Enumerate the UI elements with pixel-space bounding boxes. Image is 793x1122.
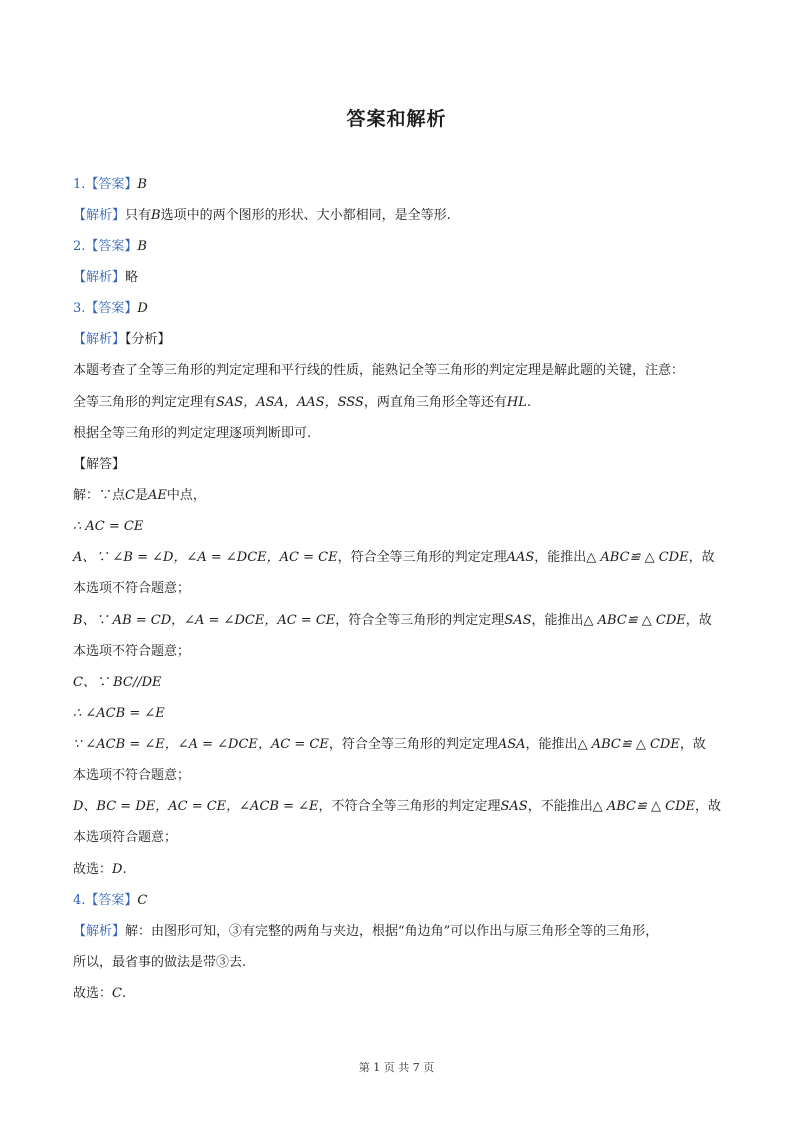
- q3-a-text-2: ，能推出: [534, 550, 587, 565]
- q4-answer-line: [73, 892, 733, 910]
- q3-option-c-line-1: C、∵ BC//DE: [73, 675, 162, 690]
- q3-d-congruence: △ ABC≌ △ CDE: [592, 799, 695, 814]
- q3-option-c-line-3: [73, 736, 733, 754]
- q3-c-text-3: ，故: [679, 737, 706, 752]
- q4-selection-text: 故选：: [73, 986, 113, 1001]
- q3-b-text: ，符合全等三角形的判定定理: [335, 613, 505, 628]
- q1-answer-line: [73, 176, 733, 194]
- q3-selection-answer: D: [112, 862, 123, 877]
- q3-a-text-3: ，故: [688, 550, 715, 565]
- q3-p2-text-2: ，两直角三角形全等还有: [363, 395, 507, 410]
- q3-p2-math: SAS，ASA，AAS，SSS: [216, 395, 364, 410]
- q3-option-c-line-4: 本选项不符合题意；: [73, 768, 191, 783]
- q3-analysis-tag: 【分析】: [125, 332, 171, 347]
- q3-option-b-line-2: 本选项不符合题意；: [73, 644, 191, 659]
- q3-answer: D: [137, 301, 148, 316]
- q3-p2-text: 全等三角形的判定定理有: [73, 395, 217, 410]
- q3-l1-text-3: 中点，: [166, 488, 206, 503]
- q3-selection: [73, 861, 733, 879]
- q4-answer-tag: 【答案】: [85, 893, 138, 908]
- q1-explanation-math: B: [151, 208, 161, 223]
- q1-explanation-line: [73, 207, 733, 225]
- q3-selection-text: 故选：: [73, 862, 113, 877]
- q3-d-text-2: ，不能推出: [527, 799, 593, 814]
- q1-explanation-tag: 【解析】: [73, 208, 126, 223]
- q2-number: 2.: [73, 239, 86, 254]
- q3-b-text-3: ，故: [685, 613, 712, 628]
- q2-answer: B: [137, 239, 147, 254]
- q3-p2-end: .: [526, 395, 531, 410]
- q4-explanation-tag: 【解析】: [73, 924, 126, 939]
- q3-b-theorem: SAS: [504, 613, 532, 628]
- q3-a-theorem: AAS: [506, 550, 535, 565]
- q3-option-d-line-1: [73, 798, 733, 816]
- q3-analysis-para-1: 本题考查了全等三角形的判定定理和平行线的性质，能熟记全等三角形的判定定理是解此题的关键，注意：: [73, 363, 685, 378]
- q3-d-math: D、BC = DE，AC = CE，∠ACB = ∠E: [73, 799, 319, 814]
- q3-solution-line-2: ∴ AC = CE: [73, 519, 144, 534]
- q3-a-congruence: △ ABC≌ △ CDE: [586, 550, 689, 565]
- q3-analysis-para-3: 根据全等三角形的判定定理逐项判断即可.: [73, 426, 312, 441]
- q3-selection-end: .: [122, 862, 127, 877]
- q4-number: 4.: [73, 893, 86, 908]
- q4-selection: [73, 985, 733, 1003]
- q4-answer: C: [137, 893, 148, 908]
- q3-answer-line: [73, 300, 733, 318]
- q4-explanation-line-2: 所以，最省事的做法是带③去.: [73, 955, 247, 970]
- q3-d-text: ，不符合全等三角形的判定定理: [318, 799, 501, 814]
- q1-explanation-text-2: 选项中的两个图形的形状、大小都相同，是全等形.: [160, 208, 451, 223]
- q2-answer-tag: 【答案】: [85, 239, 138, 254]
- q3-b-math: B、∵ AB = CD，∠A = ∠DCE，AC = CE: [73, 613, 336, 628]
- q3-b-text-2: ，能推出: [531, 613, 584, 628]
- q3-option-d-line-2: 本选项符合题意；: [73, 830, 178, 845]
- page-footer: 第 1 页 共 7 页: [358, 1061, 435, 1074]
- q1-answer: B: [137, 177, 147, 192]
- q3-solution-line-1: [73, 487, 733, 505]
- q3-analysis-para-2: [73, 394, 733, 412]
- q3-l1-text: 解：∵点: [73, 488, 126, 503]
- q4-selection-end: .: [121, 986, 127, 1001]
- q3-option-b-line-1: [73, 612, 733, 630]
- q3-c-text-2: ，能推出: [525, 737, 578, 752]
- q3-a-math: A、∵ ∠B = ∠D，∠A = ∠DCE，AC = CE: [73, 550, 338, 565]
- q3-d-theorem: SAS: [500, 799, 528, 814]
- q3-d-text-3: ，故: [695, 799, 722, 814]
- q3-explanation-tag: 【解析】: [73, 332, 126, 347]
- q3-option-a-line-1: [73, 549, 733, 567]
- q3-a-text: ，符合全等三角形的判定定理: [337, 550, 507, 565]
- q2-explanation-tag: 【解析】: [73, 270, 126, 285]
- q3-explanation-line: [73, 331, 733, 349]
- q3-option-a-line-2: 本选项不符合题意；: [73, 581, 191, 596]
- q3-l1-math: C: [125, 488, 135, 503]
- q3-c-theorem: ASA: [497, 737, 526, 752]
- q3-l1-text-2: 是: [134, 488, 148, 503]
- q3-answer-tag: 【答案】: [85, 301, 138, 316]
- q3-c-text: ，符合全等三角形的判定定理: [328, 737, 498, 752]
- q4-explanation-text: 解：由图形可知，③有完整的两角与夹边，根据“角边角”可以作出与原三角形全等的三角形，: [125, 924, 659, 939]
- q2-answer-line: [73, 238, 733, 256]
- q3-c-congruence: △ ABC≌ △ CDE: [577, 737, 680, 752]
- q2-explanation-text: 略: [125, 270, 139, 285]
- q3-p2-math-2: HL: [506, 395, 527, 410]
- q3-number: 3.: [73, 301, 86, 316]
- q3-c-math: ∵ ∠ACB = ∠E，∠A = ∠DCE，AC = CE: [73, 737, 329, 752]
- q1-answer-tag: 【答案】: [85, 177, 138, 192]
- q4-explanation-line-1: [73, 923, 733, 941]
- q1-explanation-text: 只有: [125, 208, 152, 223]
- q3-solution-tag: 【解答】: [73, 457, 126, 472]
- q3-option-c-line-2: ∴ ∠ACB = ∠E: [73, 706, 165, 721]
- q3-l1-math-2: AE: [147, 488, 167, 503]
- q4-selection-answer: C: [112, 986, 122, 1001]
- q1-number: 1.: [73, 177, 86, 192]
- q2-explanation-line: [73, 269, 733, 287]
- page-title: 答案和解析: [346, 108, 447, 130]
- q3-b-congruence: △ ABC≌ △ CDE: [583, 613, 686, 628]
